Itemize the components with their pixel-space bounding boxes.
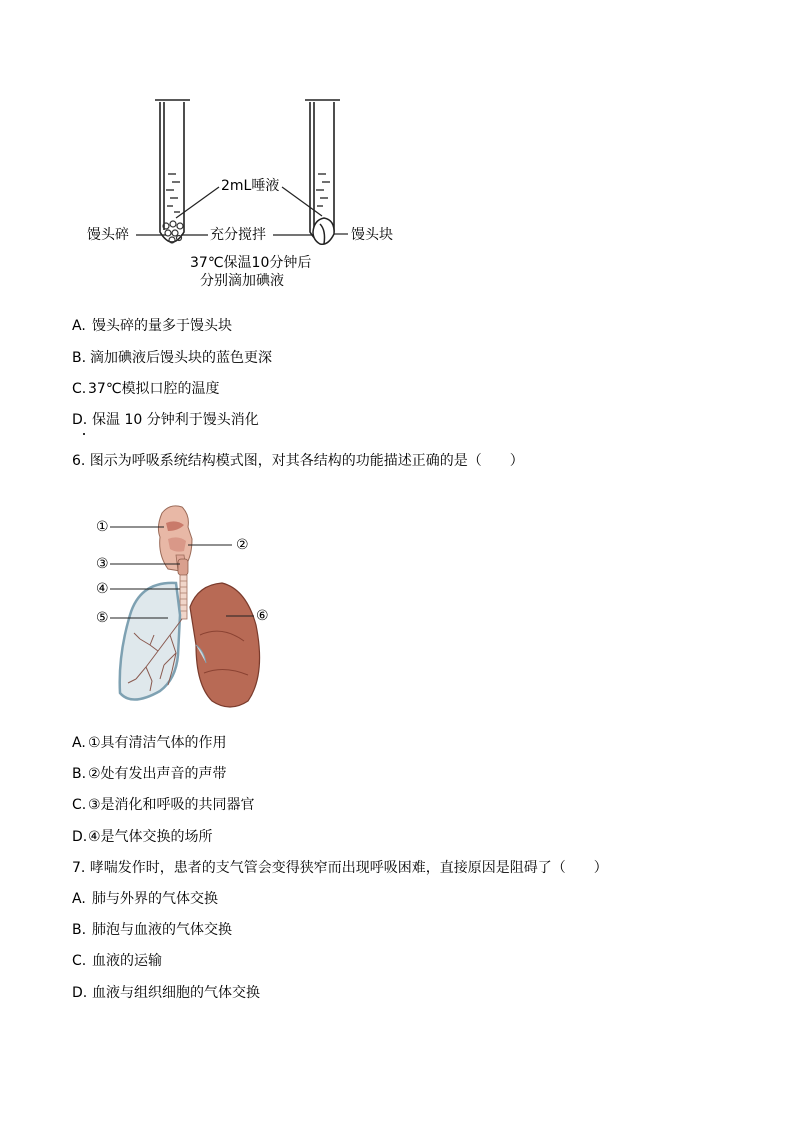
option-text: 保温 10 分钟利于馒头消化 (92, 412, 259, 428)
stray-mark (83, 433, 85, 435)
respiratory-diagram (0, 495, 794, 720)
structure-label-4: ④ (96, 581, 109, 597)
option-letter: A. (72, 891, 86, 907)
right-tube-liquid (316, 174, 330, 206)
option-text: 肺与外界的气体交换 (92, 891, 218, 907)
option-letter: D. (72, 412, 88, 428)
option-letter: B. (72, 922, 87, 938)
bread-block (313, 218, 334, 244)
option-letter: D. (72, 829, 88, 845)
option-letter: B. (72, 350, 87, 366)
option-text: 馒头碎的量多于馒头块 (92, 318, 232, 334)
test-tube-diagram (0, 0, 794, 300)
option-letter: A. (72, 318, 86, 334)
option-text: ③是消化和呼吸的共同器官 (88, 797, 255, 813)
option-text: 肺泡与血液的气体交换 (92, 922, 232, 938)
label-bread-crumbs: 馒头碎 (87, 227, 129, 243)
structure-label-3: ③ (96, 556, 109, 572)
label-saliva: 2mL唾液 (221, 178, 280, 194)
option-text: 血液与组织细胞的气体交换 (92, 985, 260, 1001)
option-letter: C. (72, 797, 87, 813)
option-text: 37℃模拟口腔的温度 (88, 381, 220, 397)
question-7-stem: 7. 哮喘发作时，患者的支气管会变得狭窄而出现呼吸困难，直接原因是阻碍了（ ） (72, 860, 608, 876)
option-text: ②处有发出声音的声带 (88, 766, 227, 782)
structure-label-2: ② (236, 537, 249, 553)
figure-caption-line1: 37℃保温10分钟后 (190, 255, 312, 271)
right-lung (190, 583, 260, 707)
label-bread-block: 馒头块 (351, 227, 393, 243)
option-letter: D. (72, 985, 88, 1001)
left-tube-liquid (166, 174, 180, 212)
structure-label-6: ⑥ (256, 608, 269, 624)
figure-caption-line2: 分别滴加碘液 (200, 273, 284, 289)
option-text: 血液的运输 (92, 953, 162, 969)
option-text: ④是气体交换的场所 (88, 829, 213, 845)
option-text: ①具有清洁气体的作用 (88, 735, 227, 751)
label-stir: 充分搅拌 (210, 227, 266, 243)
option-letter: B. (72, 766, 87, 782)
structure-label-1: ① (96, 519, 109, 535)
left-lung (120, 583, 182, 700)
option-letter: C. (72, 381, 87, 397)
question-6-stem: 6. 图示为呼吸系统结构模式图，对其各结构的功能描述正确的是（ ） (72, 453, 524, 469)
structure-label-5: ⑤ (96, 610, 109, 626)
option-text: 滴加碘液后馒头块的蓝色更深 (90, 350, 272, 366)
option-letter: A. (72, 735, 86, 751)
option-letter: C. (72, 953, 87, 969)
